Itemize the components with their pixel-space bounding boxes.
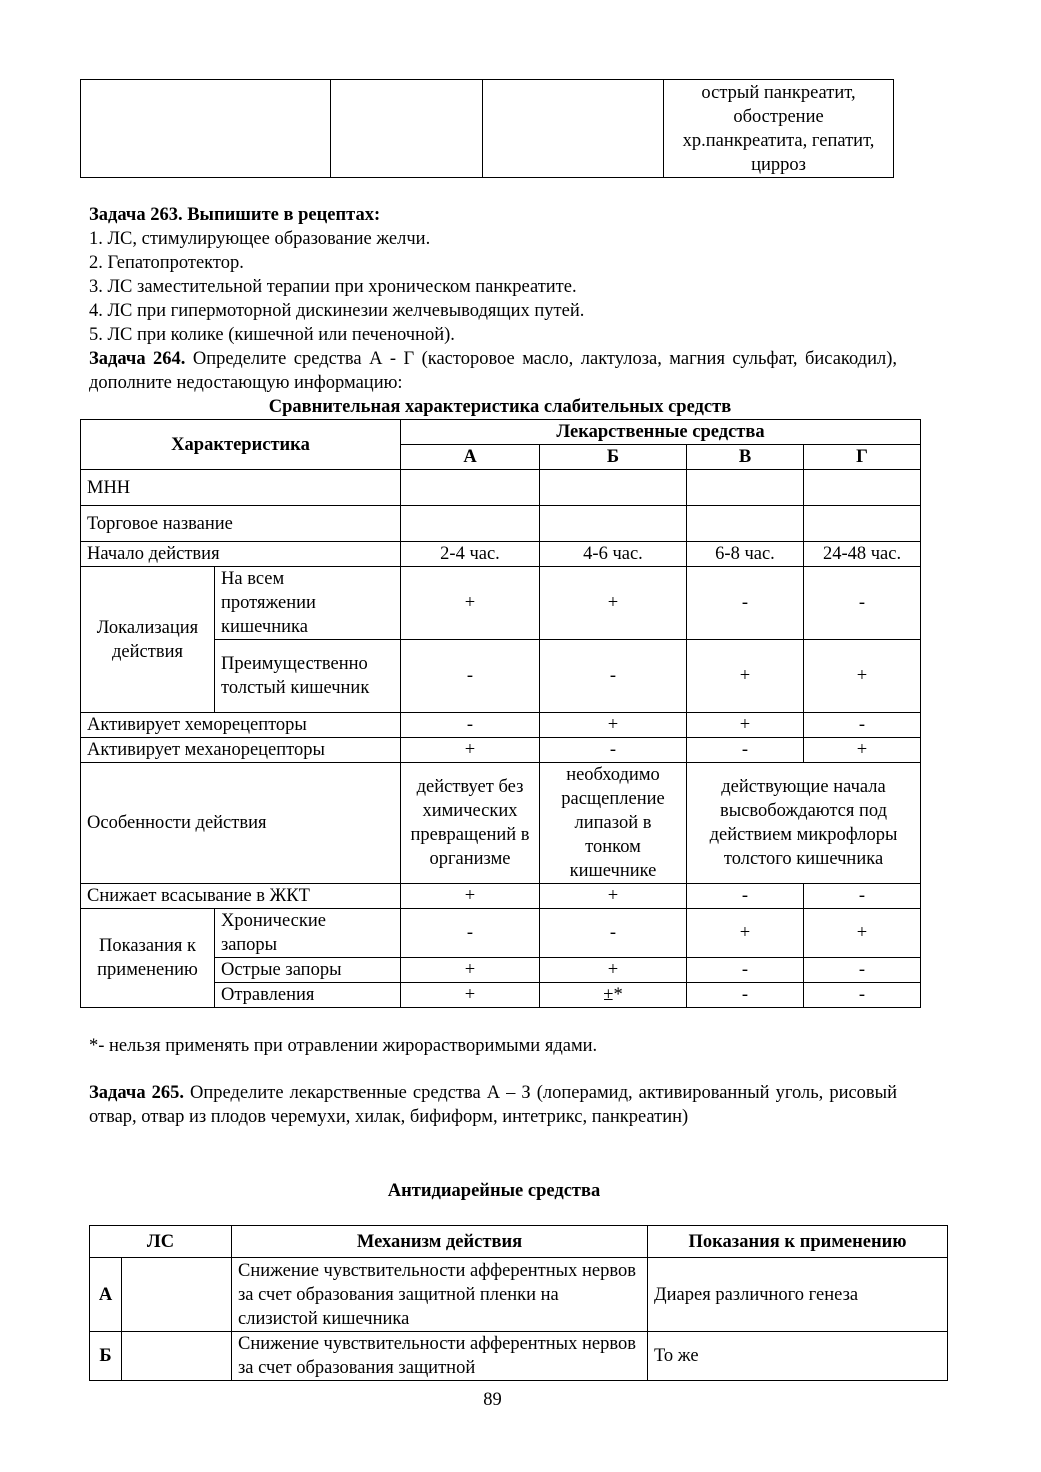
value-cell: + bbox=[401, 738, 540, 763]
empty-cell bbox=[804, 506, 921, 542]
table-row bbox=[81, 542, 921, 567]
table-row bbox=[81, 470, 921, 506]
footnote: *- нельзя применять при отравлении жирорастворимыми ядами. bbox=[89, 1036, 598, 1056]
feature-cell-a: действует без химических превращений в организме bbox=[401, 763, 540, 884]
row-label-onset: Начало действия bbox=[81, 542, 401, 567]
list-item: 1. ЛС, стимулирующее образование желчи. bbox=[89, 229, 431, 249]
empty-cell bbox=[122, 1258, 232, 1332]
task-265-text: Определите лекарственные средства А – З (лоперамид, активированный уголь, рисовый отвар, отвар из плодов черемухи, хилак, бифиформ, интетрикс, панкреатин) bbox=[89, 1083, 898, 1127]
row-label-absorption: Снижает всасывание в ЖКТ bbox=[81, 884, 401, 909]
header-ls: ЛС bbox=[90, 1226, 232, 1258]
mechanism-cell: Снижение чувствительности афферентных нервов за счет образования защитной пленки на слизистой кишечника bbox=[232, 1258, 648, 1332]
empty-cell bbox=[804, 470, 921, 506]
row-label-indications: Показания к применению bbox=[81, 909, 215, 1008]
header-indications: Показания к применению bbox=[648, 1226, 948, 1258]
header-mechanism: Механизм действия bbox=[232, 1226, 648, 1258]
value-cell: - bbox=[687, 884, 804, 909]
value-cell: + bbox=[687, 909, 804, 958]
mechanism-cell: Снижение чувствительности афферентных нервов за счет образования защитной bbox=[232, 1332, 648, 1381]
value-cell: - bbox=[804, 713, 921, 738]
header-col-b: Б bbox=[540, 445, 687, 470]
empty-cell bbox=[401, 470, 540, 506]
task-264-text: Определите средства А - Г (касторовое масло, лактулоза, магния сульфат, бисакодил), дополните недостающую информацию: bbox=[89, 349, 897, 393]
indication-cell: То же bbox=[648, 1332, 948, 1381]
task-264-label: Задача 264. bbox=[89, 349, 186, 369]
task-265-intro bbox=[89, 1081, 897, 1129]
row-label-features: Особенности действия bbox=[81, 763, 401, 884]
value-cell: - bbox=[687, 983, 804, 1008]
header-col-g: Г bbox=[804, 445, 921, 470]
table-row bbox=[81, 763, 921, 884]
task-263-title: Задача 263. Выпишите в рецептах: bbox=[89, 205, 381, 225]
table-row bbox=[81, 738, 921, 763]
row-letter: Б bbox=[90, 1332, 122, 1381]
value-cell: - bbox=[804, 567, 921, 640]
value-cell: + bbox=[687, 640, 804, 713]
table-row bbox=[81, 420, 921, 445]
value-cell: - bbox=[401, 713, 540, 738]
header-characteristic: Характеристика bbox=[81, 420, 401, 470]
value-cell: 4-6 час. bbox=[540, 542, 687, 567]
value-cell: 24-48 час. bbox=[804, 542, 921, 567]
value-cell: + bbox=[804, 640, 921, 713]
value-cell: - bbox=[540, 909, 687, 958]
row-label-mechanoreceptors: Активирует механорецепторы bbox=[81, 738, 401, 763]
diagnosis-cell: острый панкреатит, обострение хр.панкреатита, гепатит, цирроз bbox=[664, 80, 894, 178]
value-cell: + bbox=[540, 567, 687, 640]
antidiarrheal-table bbox=[89, 1225, 948, 1381]
value-cell: - bbox=[687, 567, 804, 640]
row-label-trade: Торговое название bbox=[81, 506, 401, 542]
value-cell: 6-8 час. bbox=[687, 542, 804, 567]
value-cell: + bbox=[804, 909, 921, 958]
value-cell: 2-4 час. bbox=[401, 542, 540, 567]
value-cell: ±* bbox=[540, 983, 687, 1008]
value-cell: - bbox=[804, 983, 921, 1008]
empty-cell bbox=[687, 506, 804, 542]
sub-label-poisoning: Отравления bbox=[215, 983, 401, 1008]
value-cell: + bbox=[401, 567, 540, 640]
header-col-a: А bbox=[401, 445, 540, 470]
value-cell: - bbox=[540, 640, 687, 713]
table-row bbox=[81, 567, 921, 640]
feature-cell-vg: действующие начала высвобождаются под действием микрофлоры толстого кишечника bbox=[687, 763, 921, 884]
row-label-chemoreceptors: Активирует хеморецепторы bbox=[81, 713, 401, 738]
empty-cell bbox=[540, 506, 687, 542]
table-row bbox=[81, 713, 921, 738]
sub-label-whole: На всем протяжении кишечника bbox=[215, 567, 401, 640]
top-table-fragment bbox=[80, 79, 894, 178]
value-cell: - bbox=[401, 909, 540, 958]
task-263 bbox=[89, 203, 909, 347]
sub-label-chronic: Хронические запоры bbox=[215, 909, 401, 958]
empty-cell bbox=[122, 1332, 232, 1381]
table-row bbox=[81, 884, 921, 909]
value-cell: + bbox=[540, 884, 687, 909]
task-265-label: Задача 265. bbox=[89, 1083, 184, 1103]
header-drugs: Лекарственные средства bbox=[401, 420, 921, 445]
empty-cell bbox=[687, 470, 804, 506]
table-row bbox=[90, 1226, 948, 1258]
value-cell: + bbox=[401, 958, 540, 983]
empty-cell bbox=[483, 80, 664, 178]
empty-cell bbox=[331, 80, 483, 178]
feature-cell-b: необходимо расщепление липазой в тонком кишечнике bbox=[540, 763, 687, 884]
task-264-intro bbox=[89, 347, 897, 395]
list-item: 3. ЛС заместительной терапии при хроническом панкреатите. bbox=[89, 277, 577, 297]
value-cell: - bbox=[804, 884, 921, 909]
list-item: 4. ЛС при гипермоторной дискинезии желчевыводящих путей. bbox=[89, 301, 585, 321]
empty-cell bbox=[81, 80, 331, 178]
sub-label-colon: Преимущественно толстый кишечник bbox=[215, 640, 401, 713]
table-row bbox=[81, 909, 921, 958]
value-cell: + bbox=[687, 713, 804, 738]
empty-cell bbox=[401, 506, 540, 542]
value-cell: - bbox=[687, 738, 804, 763]
antidiarrheal-table-title: Антидиарейные средства bbox=[387, 1181, 601, 1201]
value-cell: - bbox=[540, 738, 687, 763]
value-cell: - bbox=[401, 640, 540, 713]
table-row bbox=[90, 1258, 948, 1332]
value-cell: + bbox=[540, 713, 687, 738]
list-item: 2. Гепатопротектор. bbox=[89, 253, 244, 273]
value-cell: + bbox=[540, 958, 687, 983]
table-row bbox=[90, 1332, 948, 1381]
value-cell: + bbox=[401, 983, 540, 1008]
value-cell: - bbox=[804, 958, 921, 983]
header-col-v: В bbox=[687, 445, 804, 470]
row-label-localization: Локализация действия bbox=[81, 567, 215, 713]
list-item: 5. ЛС при колике (кишечной или печеночной). bbox=[89, 325, 455, 345]
value-cell: + bbox=[401, 884, 540, 909]
table-row bbox=[81, 80, 894, 178]
value-cell: - bbox=[687, 958, 804, 983]
row-letter: А bbox=[90, 1258, 122, 1332]
row-label-mnn: МНН bbox=[81, 470, 401, 506]
value-cell: + bbox=[804, 738, 921, 763]
indication-cell: Диарея различного генеза bbox=[648, 1258, 948, 1332]
laxatives-table-title: Сравнительная характеристика слабительных средств bbox=[268, 397, 732, 417]
page-number: 89 bbox=[483, 1390, 502, 1410]
table-row bbox=[81, 506, 921, 542]
sub-label-acute: Острые запоры bbox=[215, 958, 401, 983]
laxatives-table bbox=[80, 419, 921, 1008]
empty-cell bbox=[540, 470, 687, 506]
